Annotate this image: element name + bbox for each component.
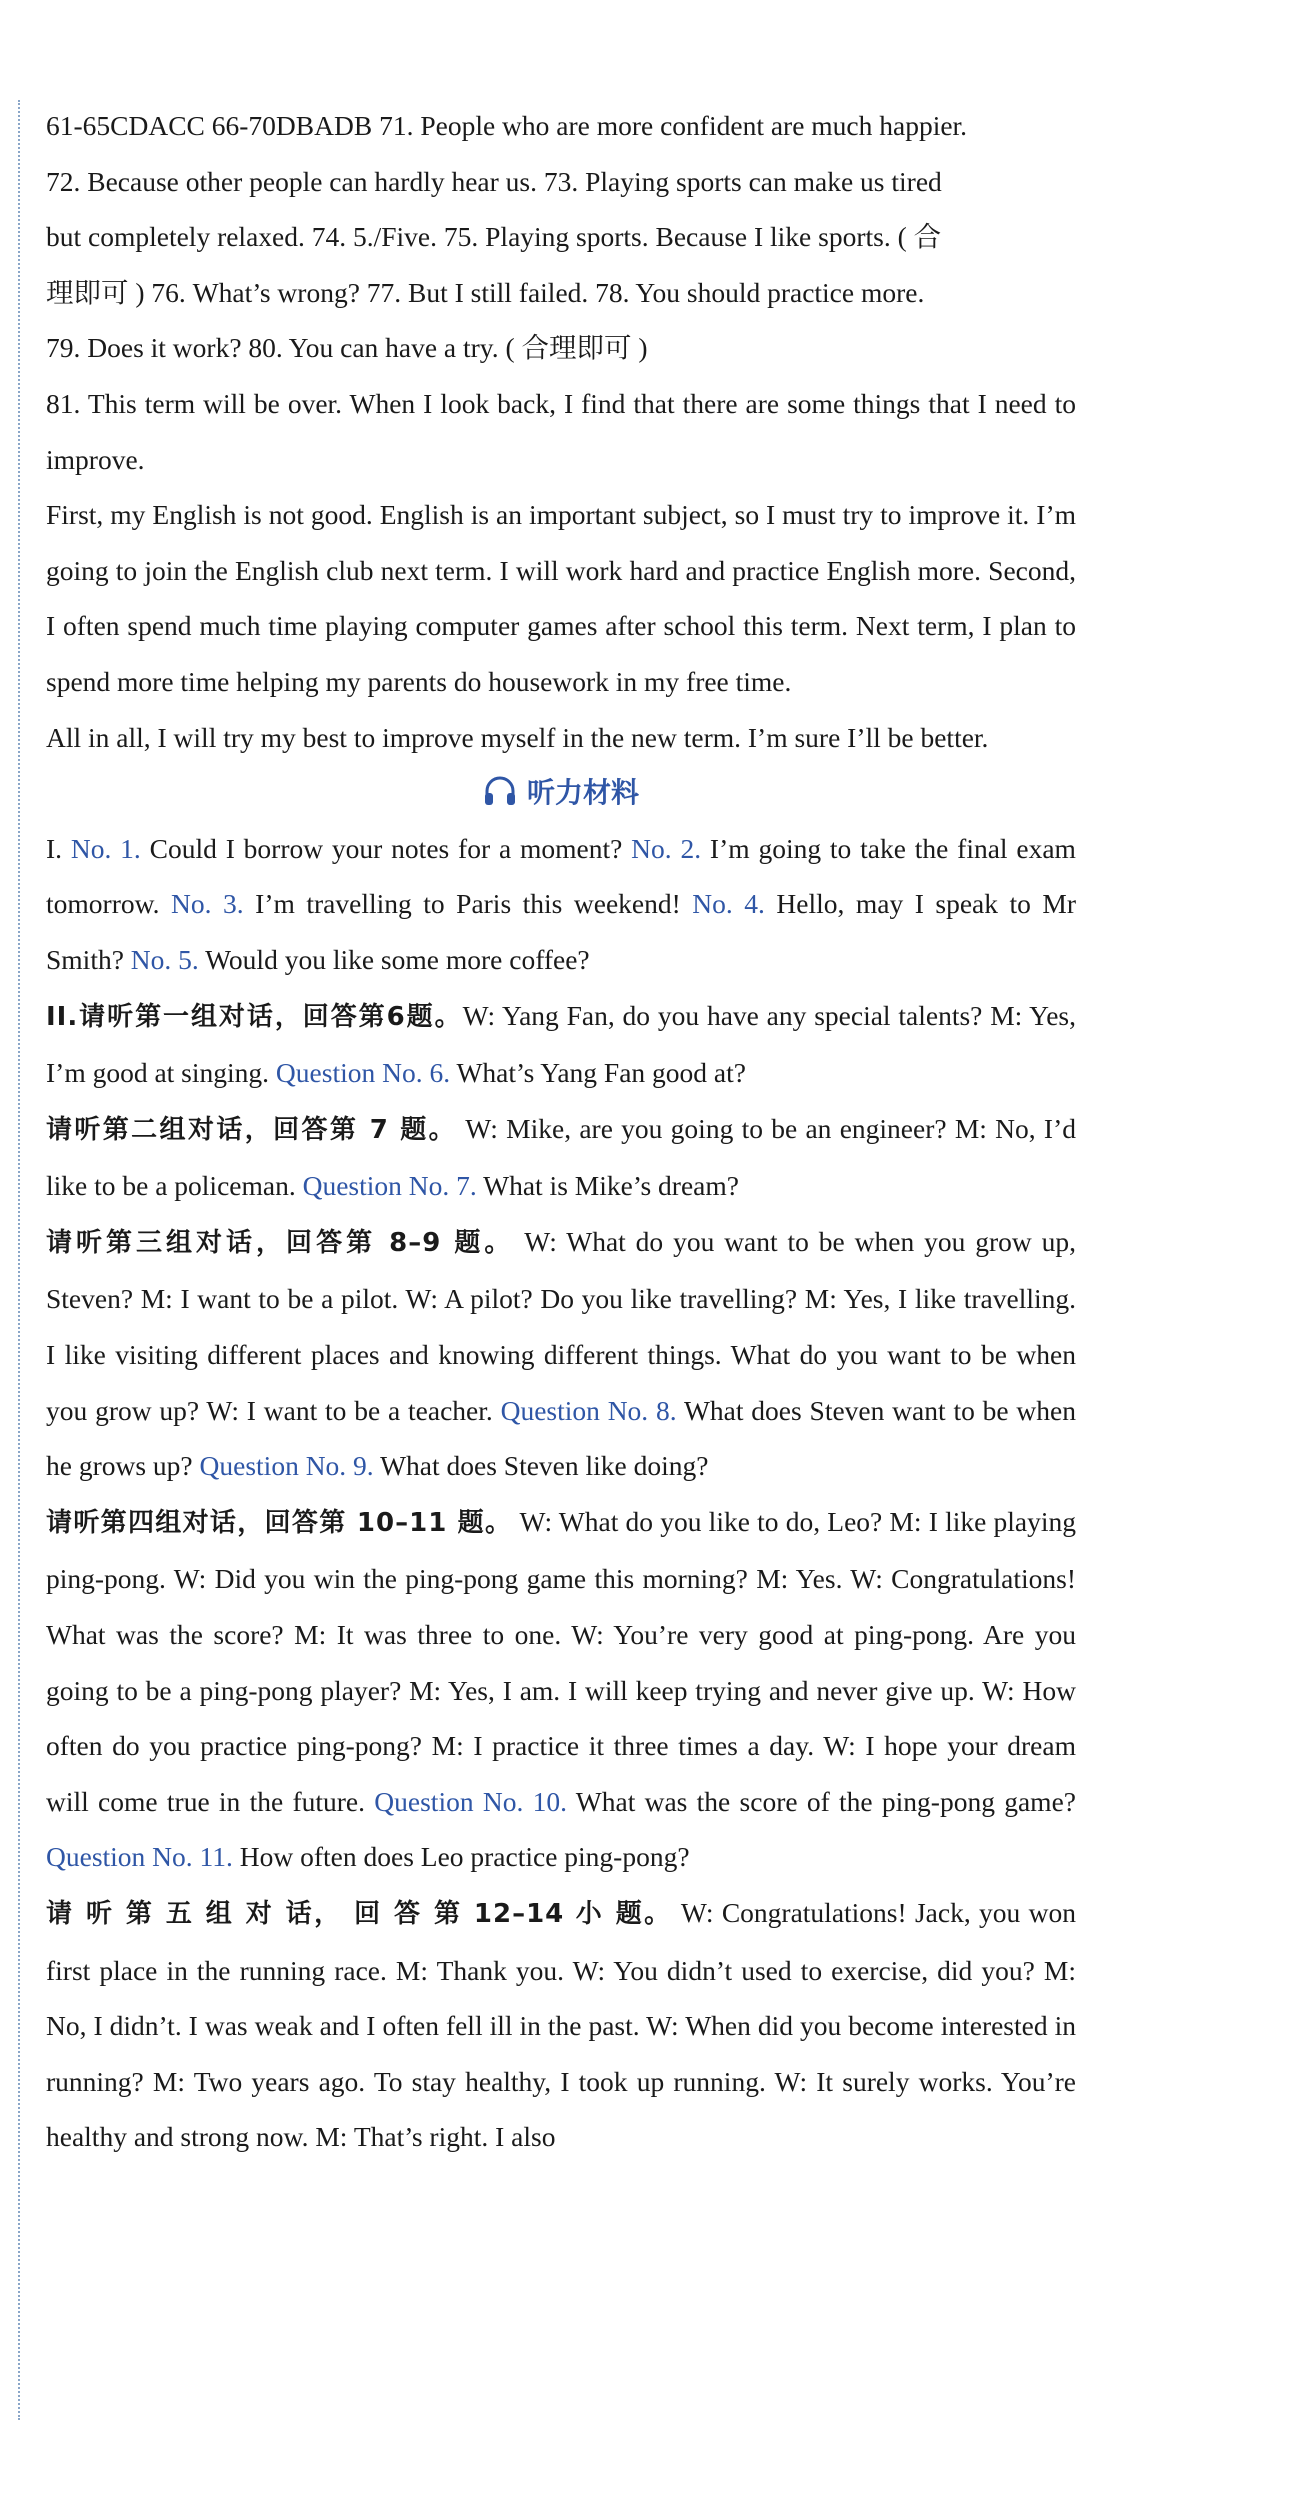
question-number: No. 2. — [631, 832, 702, 864]
listening-heading-text: 听力材料 — [526, 776, 639, 810]
listening-group-5: 请 听 第 五 组 对 话， 回 答 第 12–14 小 题。 W: Congratulations! Jack, you won first place in the running race. M: Thank you. W: You didn’t used to exercise, did you? M: No, I didn’t. I was weak and I often fell ill in the past. W: When did you become interested in running? M: Two years ago. To stay healthy, I took up running. W: It surely works. You’re healthy and strong now. M: That’s right. I also — [46, 1897, 1076, 2153]
question-number: No. 4. — [692, 888, 765, 920]
question-number: Question No. 7. — [302, 1170, 477, 1202]
question-number: Question No. 6. — [275, 1057, 451, 1089]
essay-block — [46, 376, 1076, 765]
section-instruction: 请 听 第 五 组 对 话， 回 答 第 12–14 小 题。 — [46, 1899, 673, 1929]
section-instruction: II.请听第一组对话，回答第6题。 — [46, 1001, 463, 1032]
headphones-icon — [483, 769, 517, 825]
question-number: Question No. 8. — [500, 1394, 677, 1426]
answer-line: but completely relaxed. 74. 5./Five. 75. Playing sports. Because I like sports. ( 合 — [46, 221, 942, 253]
question-number: Question No. 10. — [374, 1785, 567, 1817]
section-instruction: 请听第二组对话，回答第 7 题。 — [46, 1114, 458, 1145]
listening-group-3: 请听第三组对话，回答第 8–9 题。 W: What do you want to be when you grow up, Steven? M: I want to be a pilot. W: A pilot? Do you like travelling? M: Yes, I like travelling. I like visiting different places and knowing different things. What do you want to be when you grow up? W: I want to be a teacher. Question No. 8. What does Steven want to be when he grows up? Question No. 9. What does Steven like doing? — [46, 1225, 1077, 1482]
listening-group-2: 请听第二组对话，回答第 7 题。 W: Mike, are you going to be an engineer? M: No, I’d like to be a policeman. Question No. 7. What is Mike’s dream? — [46, 1112, 1076, 1202]
listening-section-1: I. No. 1. Could I borrow your notes for a moment? No. 2. I’m going to take the final exam tomorrow. No. 3. I’m travelling to Paris this weekend! No. 4. Hello, may I speak to Mr Smith? No. 5. Would you like some more coffee? — [46, 832, 1076, 975]
listening-section-2: II.请听第一组对话，回答第6题。W: Yang Fan, do you have any special talents? M: Yes, I’m good at singing. Question No. 6. What’s Yang Fan good at? — [46, 999, 1076, 1089]
question-number: No. 5. — [130, 943, 199, 975]
answer-line: 79. Does it work? 80. You can have a try. ( 合理即可 ) — [46, 332, 648, 364]
answer-line: 72. Because other people can hardly hear us. 73. Playing sports can make us tired — [46, 165, 942, 197]
answer-line: 61-65CDACC 66-70DBADB 71. People who are more confident are much happier. — [46, 110, 968, 141]
answer-key-block — [46, 98, 1076, 376]
question-number: No. 1. — [70, 832, 141, 864]
essay-paragraph: 81. This term will be over. When I look back, I find that there are some things that I need to improve. — [46, 387, 1076, 475]
essay-paragraph: First, my English is not good. English is an important subject, so I must try to improve it. I’m going to join the English club next term. I will work hard and practice English more. Second, I often spend much time playing computer games after school this term. Next term, I plan to spend more time helping my parents do housework in my free time. — [46, 499, 1076, 697]
margin-dotted-rule — [18, 100, 20, 2420]
question-number: Question No. 11. — [46, 1841, 233, 1873]
answer-page — [46, 98, 1076, 2165]
essay-paragraph: All in all, I will try my best to improve myself in the new term. I’m sure I’ll be better. — [46, 721, 989, 753]
section-instruction: 请听第三组对话，回答第 8–9 题。 — [46, 1227, 515, 1258]
question-number: No. 3. — [171, 888, 244, 920]
listening-heading — [46, 765, 1076, 821]
section-instruction: 请听第四组对话，回答第 10–11 题。 — [46, 1507, 513, 1538]
listening-group-4: 请听第四组对话，回答第 10–11 题。 W: What do you like to do, Leo? M: I like playing ping-pong. W: Did you win the ping-pong game this morning? M: Yes. W: Congratulations! What was the score? M: It was three to one. W: You’re very good at ping-pong. Are you going to be a ping-pong player? M: Yes, I am. I will keep trying and never give up. W: How often do you practice ping-pong? M: I practice it three times a day. W: I hope your dream will come true in the future. Question No. 10. What was the score of the ping-pong game? Question No. 11. How often does Leo practice ping-pong? — [46, 1505, 1076, 1873]
question-number: Question No. 9. — [199, 1450, 374, 1482]
answer-line: 理即可 ) 76. What’s wrong? 77. But I still failed. 78. You should practice more. — [46, 276, 925, 308]
